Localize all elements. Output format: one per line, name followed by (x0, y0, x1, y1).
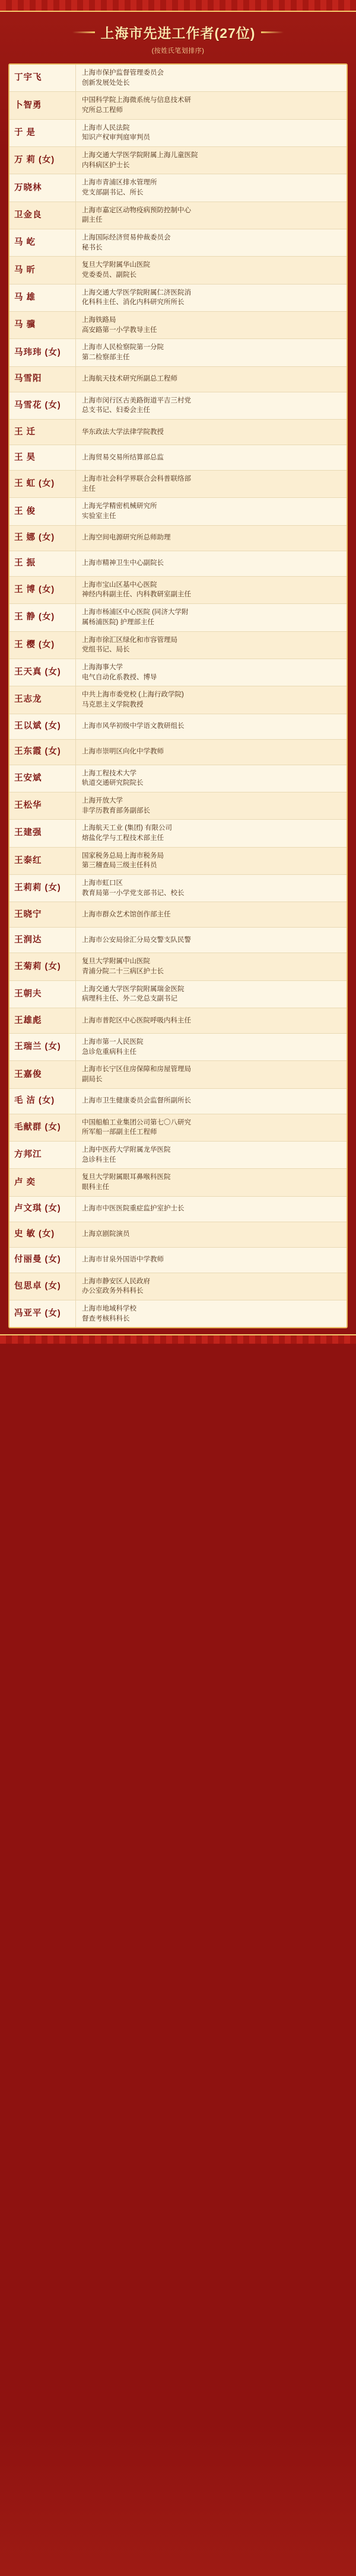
honoree-name: 王 昊 (9, 445, 76, 470)
affiliation-line: 总支书记、妇委会主任 (82, 407, 150, 414)
table-row (9, 1089, 347, 1114)
table-row (9, 1034, 347, 1061)
affiliation-line: 国家税务总局上海市税务局 (82, 852, 164, 859)
honoree-name: 王莉莉 (女) (9, 875, 76, 902)
honoree-affiliation (76, 65, 347, 91)
table-row (9, 953, 347, 980)
honoree-name: 丁宇飞 (9, 65, 76, 91)
affiliation-line: 中共上海市委党校 (上海行政学院) (82, 691, 184, 699)
table-row (9, 229, 347, 257)
affiliation-line: 上海市甘泉外国语中学教师 (82, 1256, 164, 1264)
decorative-top-band (0, 0, 356, 12)
honoree-list (8, 63, 348, 1328)
affiliation-line: 上海市地域科学校 (82, 1305, 136, 1312)
honoree-name: 马 屹 (9, 229, 76, 256)
affiliation-line: 华东政法大学法律学院教授 (82, 428, 164, 436)
affiliation-line: 上海市人民检察院第一分院 (82, 344, 164, 351)
affiliation-line: 上海市徐汇区绿化和市容管理局 (82, 636, 177, 644)
affiliation-line: 上海光学精密机械研究所 (82, 503, 157, 510)
honoree-name: 王东霞 (女) (9, 740, 76, 765)
honoree-name: 毛献群 (女) (9, 1114, 76, 1141)
affiliation-line: 复旦大学附属中山医院 (82, 958, 150, 966)
affiliation-line: 上海市普陀区中心医院呼吸内科主任 (82, 1017, 191, 1024)
honoree-affiliation (76, 632, 347, 659)
honoree-affiliation (76, 147, 347, 174)
affiliation-line: 上海市崇明区向化中学教师 (82, 748, 164, 756)
affiliation-line: 复旦大学附属华山医院 (82, 261, 150, 269)
honoree-name: 万晓林 (9, 174, 76, 201)
honoree-affiliation (76, 174, 347, 201)
honoree-name: 王菊莉 (女) (9, 953, 76, 980)
affiliation-line: 急诊危重病科主任 (82, 1048, 136, 1056)
table-row (9, 312, 347, 339)
affiliation-line: 上海工程技术大学 (82, 769, 136, 777)
table-row (9, 577, 347, 604)
honoree-name: 王以斌 (女) (9, 714, 76, 739)
table-row (9, 1300, 347, 1327)
table-row (9, 257, 347, 284)
affiliation-line: 党支部副书记、所长 (82, 189, 144, 197)
honoree-affiliation (76, 792, 347, 819)
honoree-name: 万 莉 (女) (9, 147, 76, 174)
honoree-affiliation (76, 928, 347, 953)
honoree-affiliation (76, 92, 347, 119)
table-row (9, 551, 347, 577)
affiliation-line: 上海空间电源研究所总师助理 (82, 534, 171, 542)
affiliation-line: 督查考核科科长 (82, 1315, 130, 1322)
honoree-affiliation (76, 820, 347, 846)
affiliation-line: 病理科主任、外二党总支副书记 (82, 995, 177, 1003)
table-row (9, 65, 347, 92)
affiliation-line: 轨道交通研究院院长 (82, 779, 144, 787)
affiliation-line: 急诊科主任 (82, 1156, 116, 1164)
affiliation-line: 秘书长 (82, 244, 103, 251)
table-row (9, 471, 347, 498)
table-row (9, 1008, 347, 1034)
honoree-affiliation (76, 120, 347, 146)
affiliation-line: 第三稽查局三级主任科员 (82, 862, 157, 870)
honoree-affiliation (76, 1142, 347, 1168)
honoree-name: 卢文琪 (女) (9, 1197, 76, 1222)
table-row (9, 820, 347, 847)
table-row (9, 1169, 347, 1196)
honoree-name: 王 静 (女) (9, 604, 76, 631)
honoree-affiliation (76, 312, 347, 338)
table-row (9, 1248, 347, 1273)
honoree-name: 方邦江 (9, 1142, 76, 1168)
affiliation-line: 上海市保护监督管理委员会 (82, 69, 164, 76)
affiliation-line: 党委委员、副院长 (82, 271, 136, 279)
table-row (9, 981, 347, 1008)
affiliation-line: 中国船舶工业集团公司第七〇八研究 (82, 1118, 191, 1126)
affiliation-line: 上海铁路局 (82, 317, 116, 324)
table-row (9, 765, 347, 792)
affiliation-line: 属杨浦医院) 护理部主任 (82, 618, 155, 626)
affiliation-line: 上海市杨浦区中心医院 (同济大学附 (82, 609, 189, 616)
affiliation-line: 上海市长宁区住房保障和房屋管理局 (82, 1066, 191, 1073)
honoree-affiliation (76, 1248, 347, 1273)
table-row (9, 367, 347, 392)
table-row (9, 659, 347, 686)
honoree-affiliation (76, 1197, 347, 1222)
affiliation-line: 神经内科副主任、内科教研室副主任 (82, 591, 191, 599)
affiliation-line: 上海交通大学医学院附属仁济医院消 (82, 289, 191, 296)
poster-header (0, 12, 356, 59)
honoree-affiliation (76, 257, 347, 283)
honoree-name: 马雪花 (女) (9, 392, 76, 419)
honoree-affiliation (76, 339, 347, 366)
honoree-name: 王 娜 (女) (9, 526, 76, 551)
table-row (9, 792, 347, 820)
honoree-name: 卜智勇 (9, 92, 76, 119)
affiliation-line: 电气自动化系教授、博导 (82, 673, 157, 681)
affiliation-line: 上海开放大学 (82, 797, 123, 804)
honoree-name: 王朝夫 (9, 981, 76, 1008)
honoree-affiliation (76, 1273, 347, 1300)
honoree-affiliation (76, 1089, 347, 1114)
affiliation-line: 青浦分院二十三病区护士长 (82, 967, 164, 975)
table-row (9, 420, 347, 445)
affiliation-line: 主任 (82, 485, 96, 493)
affiliation-line: 知识产权审判庭审判员 (82, 134, 150, 142)
affiliation-line: 上海市人民法院 (82, 124, 130, 132)
honoree-affiliation (76, 1114, 347, 1141)
honoree-name: 王泰红 (9, 848, 76, 874)
affiliation-line: 上海京剧院演员 (82, 1231, 130, 1238)
honoree-affiliation (76, 740, 347, 765)
table-row (9, 339, 347, 366)
affiliation-line: 上海市精神卫生中心副院长 (82, 560, 164, 567)
affiliation-line: 究所总工程师 (82, 107, 123, 114)
table-row (9, 1197, 347, 1222)
honoree-name: 王 樱 (女) (9, 632, 76, 659)
affiliation-line: 内科病区护士长 (82, 161, 130, 169)
honoree-affiliation (76, 202, 347, 229)
honoree-affiliation (76, 981, 347, 1008)
honoree-affiliation (76, 686, 347, 713)
honoree-affiliation (76, 1008, 347, 1033)
honoree-affiliation (76, 551, 347, 576)
table-row (9, 1222, 347, 1248)
affiliation-line: 中国科学院上海微系统与信息技术研 (82, 97, 191, 104)
honoree-affiliation (76, 714, 347, 739)
honoree-name: 王安斌 (9, 765, 76, 792)
affiliation-line: 上海市嘉定区动物疫病预防控制中心 (82, 206, 191, 214)
honoree-name: 卫金良 (9, 202, 76, 229)
table-row (9, 174, 347, 202)
honoree-affiliation (76, 1061, 347, 1088)
honoree-affiliation (76, 765, 347, 792)
page-subtitle: (按姓氏笔划排序) (151, 47, 205, 55)
honoree-name: 马 昕 (9, 257, 76, 283)
honoree-affiliation (76, 1300, 347, 1327)
affiliation-line: 教育局第一小学党支部书记、校长 (82, 889, 185, 897)
affiliation-line: 上海市虹口区 (82, 879, 123, 887)
honoree-affiliation (76, 229, 347, 256)
honoree-affiliation (76, 471, 347, 497)
affiliation-line: 上海市第一人民医院 (82, 1038, 144, 1046)
honoree-name: 王建强 (9, 820, 76, 846)
affiliation-line: 复旦大学附属眼耳鼻喉科医院 (82, 1174, 171, 1181)
affiliation-line: 上海交通大学医学院附属瑞金医院 (82, 985, 185, 993)
title-bar (0, 23, 356, 42)
honoree-name: 王润达 (9, 928, 76, 953)
honoree-affiliation (76, 498, 347, 525)
affiliation-line: 上海国际经济贸易仲裁委员会 (82, 234, 171, 242)
honoree-affiliation (76, 392, 347, 419)
affiliation-line: 高安路第一小学教导主任 (82, 326, 157, 334)
honoree-name: 包思卓 (女) (9, 1273, 76, 1300)
honoree-name: 王 迁 (9, 420, 76, 445)
table-row (9, 714, 347, 740)
affiliation-line: 副主任 (82, 216, 103, 224)
affiliation-line: 办公室政务外科科长 (82, 1287, 144, 1295)
affiliation-line: 马克思主义学院教授 (82, 701, 144, 708)
affiliation-line: 熔盐化学与工程技术部主任 (82, 834, 164, 842)
affiliation-line: 上海市静安区人民政府 (82, 1277, 150, 1285)
honoree-name: 王晓宁 (9, 902, 76, 927)
decorative-bottom-band (0, 1334, 356, 1344)
honoree-affiliation (76, 604, 347, 631)
table-row (9, 392, 347, 420)
affiliation-line: 上海市群众艺术馆创作部主任 (82, 910, 171, 918)
table-row (9, 92, 347, 119)
affiliation-line: 上海市宝山区基中心医院 (82, 581, 157, 589)
table-row (9, 202, 347, 229)
affiliation-line: 上海中医药大学附属龙华医院 (82, 1146, 171, 1153)
table-row (9, 445, 347, 471)
table-row (9, 902, 347, 928)
page-title: 上海市先进工作者(27位) (100, 25, 256, 41)
affiliation-line: 所军船一部副主任工程师 (82, 1129, 157, 1136)
honoree-affiliation (76, 848, 347, 874)
honoree-name: 卢 奕 (9, 1169, 76, 1196)
table-row (9, 632, 347, 659)
table-row (9, 740, 347, 765)
honoree-name: 史 敏 (女) (9, 1222, 76, 1247)
honoree-name: 于 是 (9, 120, 76, 146)
honoree-name: 毛 洁 (女) (9, 1089, 76, 1114)
right-ornament-icon (261, 25, 284, 40)
honoree-name: 马玮玮 (女) (9, 339, 76, 366)
affiliation-line: 创新发展处处长 (82, 79, 130, 87)
honoree-affiliation (76, 875, 347, 902)
honoree-affiliation (76, 285, 347, 311)
table-row (9, 604, 347, 631)
table-row (9, 498, 347, 525)
honoree-affiliation (76, 420, 347, 445)
honoree-affiliation (76, 1034, 347, 1060)
honoree-name: 马雪阳 (9, 367, 76, 392)
affiliation-line: 第二检察部主任 (82, 354, 130, 362)
affiliation-line: 上海市社会科学界联合会科普联络部 (82, 475, 191, 483)
affiliation-line: 副局长 (82, 1075, 103, 1083)
table-row (9, 875, 347, 902)
affiliation-line: 上海市青浦区排水管理所 (82, 179, 157, 187)
table-row (9, 285, 347, 312)
affiliation-line: 实验室主任 (82, 513, 116, 520)
table-row (9, 1273, 347, 1300)
affiliation-line: 上海航天技术研究所副总工程师 (82, 375, 177, 383)
table-row (9, 1114, 347, 1142)
affiliation-line: 上海交通大学医学院附属上海儿童医院 (82, 152, 198, 159)
table-row (9, 848, 347, 875)
affiliation-line: 上海贸易交易所结算部总监 (82, 453, 164, 461)
table-row (9, 526, 347, 551)
honoree-affiliation (76, 526, 347, 551)
affiliation-line: 上海市卫生健康委员会监督所副所长 (82, 1097, 191, 1105)
honoree-affiliation (76, 577, 347, 603)
honoree-name: 王志龙 (9, 686, 76, 713)
affiliation-line: 上海市公安局徐汇分局交警支队民警 (82, 936, 191, 944)
honoree-affiliation (76, 1169, 347, 1196)
honoree-affiliation (76, 902, 347, 927)
honoree-name: 王 博 (女) (9, 577, 76, 603)
left-ornament-icon (72, 25, 95, 40)
honoree-name: 王嘉俊 (9, 1061, 76, 1088)
table-row (9, 1142, 347, 1169)
honoree-name: 王 俊 (9, 498, 76, 525)
honoree-affiliation (76, 367, 347, 392)
affiliation-line: 上海市风华初级中学语文教研组长 (82, 723, 185, 730)
affiliation-line: 上海海事大学 (82, 663, 123, 671)
honoree-affiliation (76, 1222, 347, 1247)
honoree-name: 付丽曼 (女) (9, 1248, 76, 1273)
honoree-affiliation (76, 445, 347, 470)
honoree-name: 王瑞兰 (女) (9, 1034, 76, 1060)
table-row (9, 147, 347, 174)
table-row (9, 686, 347, 714)
table-row (9, 1061, 347, 1088)
honoree-name: 王松华 (9, 792, 76, 819)
table-row (9, 928, 347, 953)
affiliation-line: 非学历教育部务副部长 (82, 807, 150, 814)
affiliation-line: 党组书记、局长 (82, 646, 130, 654)
honoree-name: 冯亚平 (女) (9, 1300, 76, 1327)
affiliation-line: 化科科主任、消化内科研究所所长 (82, 299, 185, 306)
honoree-name: 王 虹 (女) (9, 471, 76, 497)
honoree-name: 王雄彪 (9, 1008, 76, 1033)
honoree-name: 马 骥 (9, 312, 76, 338)
honoree-name: 马 雄 (9, 285, 76, 311)
affiliation-line: 眼科主任 (82, 1183, 109, 1191)
honoree-affiliation (76, 659, 347, 686)
affiliation-line: 上海市中医医院重症监护室护士长 (82, 1205, 185, 1213)
honoree-affiliation (76, 953, 347, 980)
honoree-name: 王 振 (9, 551, 76, 576)
table-row (9, 120, 347, 147)
affiliation-line: 上海航天工业 (集团) 有限公司 (82, 824, 173, 832)
honoree-name: 王天真 (女) (9, 659, 76, 686)
affiliation-line: 上海市闵行区古美路街道平吉三村党 (82, 397, 191, 404)
